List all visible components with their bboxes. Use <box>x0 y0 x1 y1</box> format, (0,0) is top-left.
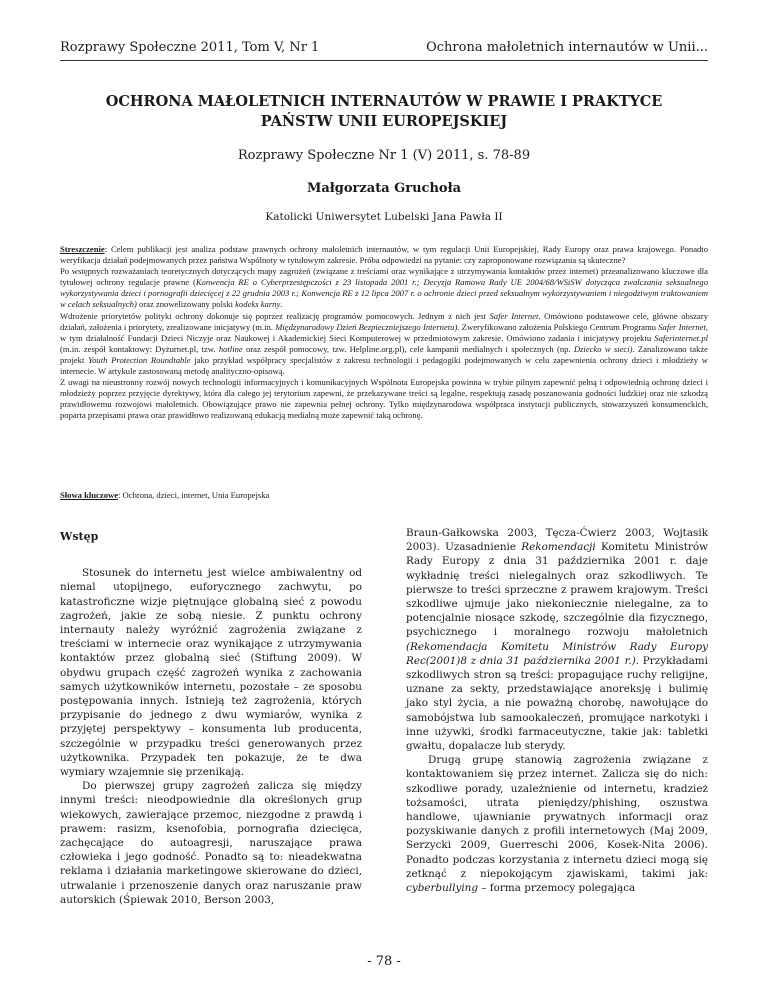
abstract-p2: Po wstępnych rozważaniach teoretycznych dotyczących mapy zagrożeń (związane z treściami oraz wynikające z utrzymywania kontaktów przez internet) przeanalizowano kluczowe dla tytułowej ochrony regulacje prawne (Konwencja RE o Cyberprzestępczości z 23 listopada 2001 r.; Decyzja Ramowa Rady UE 2004/68/WSiSW dotycząca zwalczania seksualnego wykorzystywania dzieci i pornografii dziecięcej z 22 grudnia 2003 r.; Konwencja RE z 12 lipca 2007 r. o ochronie dzieci przed seksualnym wykorzystywaniem i niegodziwym traktowaniem w celach seksualnych) oraz znowelizowany polski kodeks karny. <box>60 266 708 310</box>
abstract-p1: Streszczenie: Celem publikacji jest analiza podstaw prawnych ochrony małoletnich internautów, w tym regulacji Unii Europejskiej, Rady Europy oraz prawa krajowego. Ponadto weryfikacja działań podejmowanych przez państwa Wspólnoty w tytułowym zakresie. Próba odpowiedzi na pytanie: czy zaproponowane rozwiązania są skuteczne? <box>60 244 708 266</box>
left-paragraph-1: Stosunek do internetu jest wielce ambiwalentny od niemal utopijnego, euforycznego zachwytu, po katastroficzne wizje piętnujące globalną sieć z powodu zagrożeń, jakie ze sobą niesie. Z punktu ochrony internauty należy wyróżnić zagrożenia związane z treściami w internecie oraz wynikające z utrzymywania kontaktów przez globalną sieć (Stiftung 2009). W obydwu grupach część zagrożeń wynika z zachowania samych użytkowników internetu, pozostałe – ze sposobu postępowania innych. Istnieją też zagrożenia, których przypisanie do jednego z dwu wymiarów, wynika z przyjętej perspektywy – konsumenta lub producenta, szczególnie w przypadku treści generowanych przez użytkownika. Przypadek ten pokazuje, że te dwa wymiary wzajemnie się przenikają. <box>60 567 362 779</box>
article-title <box>60 92 708 132</box>
right-paragraph-2: Drugą grupę stanowią zagrożenia związane z kontaktowaniem się przez internet. Zalicza się do nich: szkodliwe porady, uzależnienie od internetu, kradzież tożsamości, utrata pieniędzy/phishing, oszustwa handlowe, ujawnianie prywatnych informacji oraz pozyskiwanie danych z profili internetowych (Maj 2009, Serzycki 2009, Guerreschi 2006, Kosek-Nita 2006). Ponadto podczas korzystania z internetu dzieci mogą się zetknąć z niepokojącym zjawiskami, takimi jak: cyberbullying – forma przemocy polegająca <box>406 754 708 895</box>
right-column <box>406 526 708 895</box>
title-line-1: OCHRONA MAŁOLETNICH INTERNAUTÓW W PRAWIE I PRAKTYCE <box>105 93 663 110</box>
abstract-p3: Wdrożenie priorytetów polityki ochrony dokonuje się poprzez realizację programów pomocowych. Jednym z nich jest Safer Internet. Omówiono podstawowe cele, główne obszary działań, założenia i priorytety, zrealizowane inicjatywy (m.in. Międzynarodowy Dzień Bezpieczniejszego Internetu). Zweryfikowano założenia Polskiego Centrum Programu Safer Internet, w tym działalność Fundacji Dzieci Niczyje oraz Naukowej i Akademickiej Sieci Komputerowej w przedmiotowym zakresie. Omówiono zadania i inicjatywy projektu Saferinternet.pl (m.in. zespół kontaktowy: Dyżurnet.pl, tzw. hotline oraz zespół pomocowy, tzw. Helpline.org.pl), cele kampanii medialnych i społecznych (np. Dziecko w sieci). Zanalizowano także projekt Youth Protection Roundtable jako przykład współpracy specjalistów z zakresu technologii i pedagogiki podejmowanych w celu zapewnienia ochrony dzieci i młodzieży w internecie. W artykule zastosowaną metodę analityczno-opisową. <box>60 310 708 377</box>
left-column <box>60 526 362 907</box>
left-paragraph-2: Do pierwszej grupy zagrożeń zalicza się między innymi treści: nieodpowiednie dla określonych grup wiekowych, zawierające przemoc, niezgodne z prawdą i prawem: rasizm, ksenofobia, pornografia dziecięca, zachęcające do autoagresji, naruszające prawa człowieka i jego godność. Ponadto są to: nieadekwatna reklama i działania marketingowe skierowane do dzieci, utrwalanie i przenoszenie danych oraz naruszanie praw autorskich (Śpiewak 2010, Berson 2003, <box>60 780 362 906</box>
abstract-p4: Z uwagi na nieustronny rozwój nowych technologii informacyjnych i komunikacyjnych Wspólnota Europejska powinna w trybie pilnym zapewnić pełną i odpowiednią ochronę dzieci i młodzieży poprzez przyjęcie dyrektywy, która dla całego jej terytorium zapewni, że przekazywane treści są legalne, respektują zasadę poszanowania godności ludzkiej oraz nie szkodzą prawidłowemu rozwojowi małoletnich. Obowiązujące prawo nie zapewnia pełnej ochrony. Tylko międzynarodowa współpraca instytucji publicznych, stowarzyszeń konsumenckich, poparta przepisami prawa oraz prawidłowo realizowaną edukacją medialną może zapewnić taką ochronę. <box>60 377 708 421</box>
running-header <box>60 34 708 61</box>
section-heading: Wstęp <box>60 530 99 543</box>
keywords <box>60 490 708 500</box>
abstract-label: Streszczenie <box>60 244 105 254</box>
keywords-text: : Ochrona, dzieci, internet, Unia Europejska <box>118 490 270 500</box>
author-name: Małgorzata Gruchoła <box>306 181 462 196</box>
title-line-2: PAŃSTW UNII EUROPEJSKIEJ <box>260 113 508 130</box>
keywords-label: Słowa kluczowe <box>60 490 119 500</box>
journal-header: Rozprawy Społeczne 2011, Tom V, Nr 1 <box>60 40 320 55</box>
affiliation: Katolicki Uniwersytet Lubelski Jana Pawła II <box>265 211 503 223</box>
article-short-title: Ochrona małoletnich internautów w Unii... <box>426 40 708 55</box>
right-paragraph-1: Braun-Gałkowska 2003, Tęcza-Ćwierz 2003, Wojtasik 2003). Uzasadnienie Rekomendacji Komitetu Ministrów Rady Europy z dnia 31 października 2001 r. daje wykładnię treści nielegalnych oraz szkodliwych. Te pierwsze to treści sprzeczne z prawem krajowym. Treści szkodliwe ujmuje jako niekoniecznie nielegalne, za to potencjalnie niosące szkodę, szczególnie dla fizycznego, psychicznego i moralnego rozwoju małoletnich (Rekomendacja Komitetu Ministrów Rady Europy Rec(2001)8 z dnia 31 października 2001 r.). Przykładami szkodliwych stron są treści: propagujące ruchy religijne, uznane za sekty, przedstawiające anoreksję i bulimię jako styl życia, a nie poważną chorobę, nawołujące do samobójstwa lub samookaleczeń, promujące narkotyki i inne używki, środki farmaceutyczne, takie jak: tabletki gwałtu, dopalacze lub sterydy. <box>406 527 708 753</box>
abstract <box>60 244 708 422</box>
page-number: - 78 - <box>367 954 401 969</box>
citation: Rozprawy Społeczne Nr 1 (V) 2011, s. 78-89 <box>237 148 531 163</box>
